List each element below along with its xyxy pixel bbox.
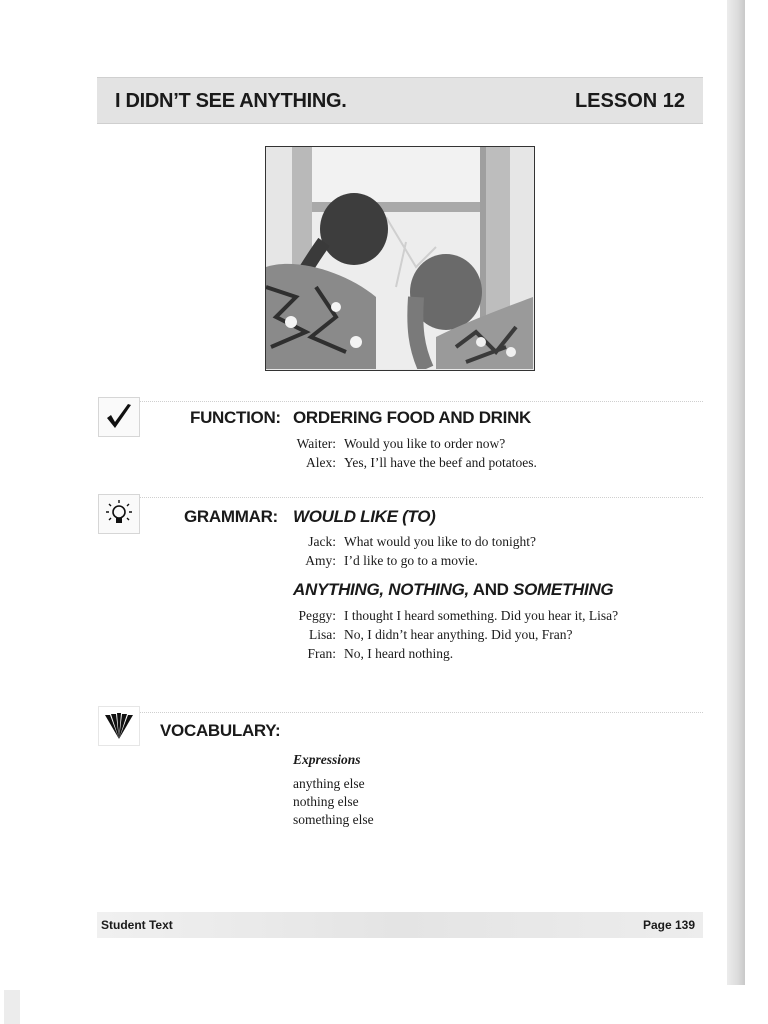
line: What would you like to do tonight? [344, 534, 536, 549]
dialog-line [286, 453, 537, 472]
heading-part: AND [468, 580, 514, 599]
grammar-dialog-1 [286, 532, 536, 570]
footer-bar [97, 912, 703, 938]
grammar-heading-2 [293, 580, 613, 600]
function-heading: ORDERING FOOD AND DRINK [293, 408, 532, 427]
speaker: Waiter: [296, 436, 336, 451]
lightbulb-icon [104, 498, 134, 530]
dialog-line [286, 644, 618, 663]
fan-icon [103, 711, 135, 741]
line: I thought I heard something. Did you hear it, Lisa? [344, 608, 619, 623]
grammar-label: GRAMMAR: [184, 507, 278, 526]
speaker: Alex: [306, 455, 336, 470]
line: Would you like to order now? [344, 436, 506, 451]
grammar-icon-box [98, 494, 140, 534]
lesson-title: I DIDN’T SEE ANYTHING. [115, 90, 347, 112]
grammar-heading-1-text: WOULD LIKE (TO) [293, 507, 436, 526]
vocabulary-item: something else [293, 812, 374, 827]
speaker: Jack: [308, 534, 336, 549]
grammar-heading-1 [293, 507, 436, 527]
line: No, I didn’t hear anything. Did you, Fran? [344, 627, 573, 642]
speaker: Peggy: [298, 608, 336, 623]
heading-part: ANYTHING, NOTHING, [293, 580, 469, 599]
heading-part: SOMETHING [513, 580, 614, 599]
page-edge [727, 0, 745, 985]
speaker: Amy: [305, 553, 336, 568]
section-divider [140, 401, 703, 402]
vocabulary-item: nothing else [293, 794, 359, 809]
line: Yes, I’ll have the beef and potatoes. [344, 455, 537, 470]
title-bar [97, 77, 703, 124]
vocabulary-label: VOCABULARY: [160, 721, 281, 740]
page-number: Page 139 [642, 918, 695, 932]
section-divider [140, 497, 703, 498]
dialog-line [286, 551, 536, 570]
lesson-photo [265, 146, 535, 371]
function-dialog [286, 434, 537, 472]
line: No, I heard nothing. [344, 646, 454, 661]
dialog-line [286, 532, 536, 551]
dialog-line [286, 625, 618, 644]
lesson-number: LESSON 12 [574, 90, 685, 112]
vocabulary-subheading: Expressions [293, 752, 361, 767]
function-label: FUNCTION: [190, 408, 281, 427]
vocabulary-item: anything else [293, 776, 365, 791]
checkmark-icon [104, 402, 134, 432]
section-divider [140, 712, 703, 713]
line: I’d like to go to a movie. [344, 553, 478, 568]
vocabulary-list [293, 751, 374, 829]
grammar-dialog-2 [286, 606, 618, 663]
footer-source: Student Text [101, 918, 173, 932]
speaker: Fran: [307, 646, 336, 661]
dialog-line [286, 606, 618, 625]
scan-smudge [4, 990, 20, 1024]
vocabulary-icon-box [98, 706, 140, 746]
dialog-line [286, 434, 537, 453]
speaker: Lisa: [309, 627, 336, 642]
function-icon-box [98, 397, 140, 437]
